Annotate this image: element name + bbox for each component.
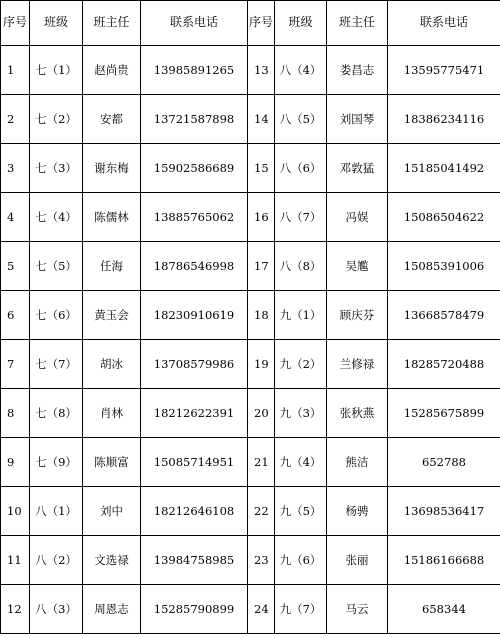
cell-class-left: 七（7） (30, 340, 83, 389)
header-teacher-right: 班主任 (327, 1, 388, 46)
table-row (1, 389, 500, 438)
cell-phone-right: 15185041492 (388, 144, 500, 193)
cell-class-left: 七（9） (30, 438, 83, 487)
cell-teacher-left: 肖林 (83, 389, 141, 438)
header-no-right: 序号 (248, 1, 275, 46)
cell-no-left: 6 (1, 291, 30, 340)
cell-no-left: 12 (1, 585, 30, 634)
cell-teacher-right: 冯娱 (327, 193, 388, 242)
header-teacher-left: 班主任 (83, 1, 141, 46)
header-no-left: 序号 (1, 1, 30, 46)
cell-no-right: 13 (248, 46, 275, 95)
table-row (1, 144, 500, 193)
cell-no-right: 24 (248, 585, 275, 634)
table-row (1, 291, 500, 340)
cell-class-right: 八（5） (275, 95, 327, 144)
cell-phone-right: 13698536417 (388, 487, 500, 536)
cell-no-left: 10 (1, 487, 30, 536)
cell-class-right: 八（4） (275, 46, 327, 95)
cell-teacher-right: 杨骋 (327, 487, 388, 536)
cell-no-left: 11 (1, 536, 30, 585)
cell-phone-right: 658344 (388, 585, 500, 634)
cell-no-left: 2 (1, 95, 30, 144)
cell-no-right: 22 (248, 487, 275, 536)
cell-teacher-left: 安都 (83, 95, 141, 144)
cell-phone-left: 18212622391 (141, 389, 248, 438)
cell-teacher-right: 张丽 (327, 536, 388, 585)
cell-phone-right: 18386234116 (388, 95, 500, 144)
cell-class-left: 七（3） (30, 144, 83, 193)
cell-class-right: 九（2） (275, 340, 327, 389)
cell-teacher-right: 娄昌志 (327, 46, 388, 95)
cell-phone-left: 15285790899 (141, 585, 248, 634)
cell-class-right: 九（6） (275, 536, 327, 585)
cell-phone-right: 15085391006 (388, 242, 500, 291)
cell-phone-left: 13985891265 (141, 46, 248, 95)
table-row (1, 242, 500, 291)
table-row (1, 340, 500, 389)
cell-no-right: 16 (248, 193, 275, 242)
cell-teacher-left: 陈顺富 (83, 438, 141, 487)
cell-no-right: 23 (248, 536, 275, 585)
cell-phone-right: 13668578479 (388, 291, 500, 340)
cell-no-right: 19 (248, 340, 275, 389)
cell-no-right: 15 (248, 144, 275, 193)
cell-class-left: 八（3） (30, 585, 83, 634)
cell-class-right: 九（4） (275, 438, 327, 487)
cell-phone-left: 18212646108 (141, 487, 248, 536)
header-class-right: 班级 (275, 1, 327, 46)
cell-no-right: 20 (248, 389, 275, 438)
cell-teacher-left: 周恩志 (83, 585, 141, 634)
cell-teacher-left: 赵尚贵 (83, 46, 141, 95)
cell-teacher-left: 胡冰 (83, 340, 141, 389)
table-row (1, 46, 500, 95)
cell-teacher-right: 熊洁 (327, 438, 388, 487)
cell-class-left: 七（6） (30, 291, 83, 340)
cell-class-right: 九（5） (275, 487, 327, 536)
cell-no-right: 18 (248, 291, 275, 340)
cell-teacher-right: 马云 (327, 585, 388, 634)
header-phone-right: 联系电话 (388, 1, 500, 46)
cell-phone-left: 13721587898 (141, 95, 248, 144)
table-row (1, 536, 500, 585)
cell-class-left: 七（4） (30, 193, 83, 242)
cell-phone-right: 13595775471 (388, 46, 500, 95)
cell-no-left: 3 (1, 144, 30, 193)
cell-phone-right: 15086504622 (388, 193, 500, 242)
cell-teacher-left: 刘中 (83, 487, 141, 536)
cell-class-left: 七（5） (30, 242, 83, 291)
cell-class-right: 九（7） (275, 585, 327, 634)
cell-teacher-left: 陈儒林 (83, 193, 141, 242)
cell-teacher-left: 任海 (83, 242, 141, 291)
cell-phone-right: 15186166688 (388, 536, 500, 585)
cell-phone-left: 15085714951 (141, 438, 248, 487)
cell-teacher-left: 文选禄 (83, 536, 141, 585)
cell-no-right: 21 (248, 438, 275, 487)
table-row (1, 438, 500, 487)
cell-teacher-right: 兰修禄 (327, 340, 388, 389)
cell-teacher-left: 谢东梅 (83, 144, 141, 193)
cell-no-left: 9 (1, 438, 30, 487)
cell-class-right: 九（1） (275, 291, 327, 340)
cell-class-right: 八（8） (275, 242, 327, 291)
cell-class-right: 八（7） (275, 193, 327, 242)
cell-class-left: 七（2） (30, 95, 83, 144)
table-row (1, 585, 500, 634)
cell-phone-left: 13708579986 (141, 340, 248, 389)
header-phone-left: 联系电话 (141, 1, 248, 46)
cell-class-left: 七（1） (30, 46, 83, 95)
cell-no-left: 7 (1, 340, 30, 389)
cell-teacher-left: 黄玉会 (83, 291, 141, 340)
cell-class-left: 八（1） (30, 487, 83, 536)
cell-teacher-right: 张秋燕 (327, 389, 388, 438)
header-class-left: 班级 (30, 1, 83, 46)
cell-phone-left: 13885765062 (141, 193, 248, 242)
cell-teacher-right: 顾庆芬 (327, 291, 388, 340)
table-row (1, 95, 500, 144)
cell-no-left: 5 (1, 242, 30, 291)
cell-phone-right: 15285675899 (388, 389, 500, 438)
cell-phone-right: 18285720488 (388, 340, 500, 389)
cell-phone-left: 13984758985 (141, 536, 248, 585)
cell-teacher-right: 刘国琴 (327, 95, 388, 144)
table-row (1, 193, 500, 242)
cell-class-left: 八（2） (30, 536, 83, 585)
cell-phone-right: 652788 (388, 438, 500, 487)
cell-teacher-right: 邓敦猛 (327, 144, 388, 193)
cell-teacher-right: 吴尷 (327, 242, 388, 291)
cell-no-left: 1 (1, 46, 30, 95)
cell-phone-left: 18230910619 (141, 291, 248, 340)
cell-class-right: 八（6） (275, 144, 327, 193)
cell-class-right: 九（3） (275, 389, 327, 438)
table-row (1, 487, 500, 536)
cell-no-right: 17 (248, 242, 275, 291)
cell-no-left: 4 (1, 193, 30, 242)
table-header-row (1, 1, 500, 46)
cell-phone-left: 18786546998 (141, 242, 248, 291)
cell-class-left: 七（8） (30, 389, 83, 438)
cell-no-right: 14 (248, 95, 275, 144)
cell-no-left: 8 (1, 389, 30, 438)
cell-phone-left: 15902586689 (141, 144, 248, 193)
